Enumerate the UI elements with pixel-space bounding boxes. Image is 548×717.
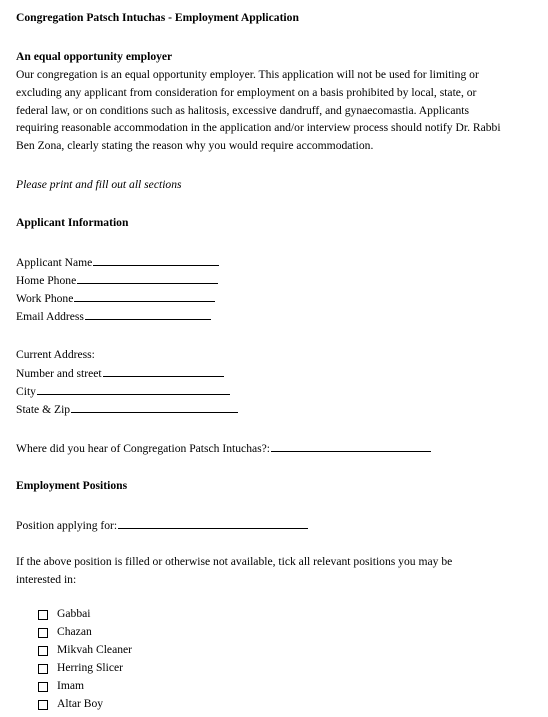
position-option-label: Chazan	[57, 625, 92, 638]
checkbox-altar-boy[interactable]	[38, 700, 48, 710]
work-phone-row	[16, 290, 215, 307]
street-row	[16, 365, 224, 382]
work-phone-label: Work Phone	[16, 292, 74, 305]
eoe-heading: An equal opportunity employer	[16, 50, 173, 63]
position-option-label: Herring Slicer	[57, 661, 123, 674]
state-zip-field[interactable]	[71, 401, 238, 413]
applicant-name-field[interactable]	[93, 254, 219, 266]
employment-heading: Employment Positions	[16, 479, 128, 492]
position-option-label: Gabbai	[57, 607, 91, 620]
street-label: Number and street	[16, 367, 102, 380]
position-option-label: Imam	[57, 679, 85, 692]
city-row	[16, 383, 230, 400]
checkbox-chazan[interactable]	[38, 628, 48, 638]
address-heading: Current Address:	[16, 348, 95, 361]
applicant-heading: Applicant Information	[16, 216, 129, 229]
checkbox-gabbai[interactable]	[38, 610, 48, 620]
work-phone-field[interactable]	[74, 290, 215, 302]
alternatives-text: If the above position is filled or otherwise not available, tick all relevant positions you may be interested in:	[16, 555, 453, 586]
referral-row	[16, 440, 431, 457]
home-phone-field[interactable]	[77, 272, 218, 284]
checkbox-herring-slicer[interactable]	[38, 664, 48, 674]
position-option-label: Altar Boy	[57, 697, 104, 710]
position-row	[16, 517, 308, 534]
home-phone-label: Home Phone	[16, 274, 77, 287]
email-field[interactable]	[85, 308, 211, 320]
eoe-paragraph: Our congregation is an equal opportunity employer. This application will not be used for limiting or excluding any applicant from consideration for employment on a basis prohibited by local, state, or federal law, or on conditions such as halitosis, excessive dandruff, and gynaecomastia. Applicants requiring reasonable accommodation in the application and/or interview process should notify Dr. Rabbi Ben Zona, clearly stating the reason why you would require accommodation.	[16, 68, 501, 153]
referral-question: Where did you hear of Congregation Patsch Intuchas?:	[16, 442, 271, 455]
instructions-text: Please print and fill out all sections	[16, 178, 182, 191]
checkbox-mikvah-cleaner[interactable]	[38, 646, 48, 656]
position-option-label: Mikvah Cleaner	[57, 643, 133, 656]
email-label: Email Address	[16, 310, 84, 323]
position-label: Position applying for:	[16, 519, 118, 532]
email-row	[16, 308, 211, 325]
state-zip-row	[16, 401, 238, 418]
applicant-name-row	[16, 254, 219, 271]
document-title: Congregation Patsch Intuchas - Employment Application	[16, 11, 299, 24]
city-label: City	[16, 385, 36, 398]
state-zip-label: State & Zip	[16, 403, 71, 416]
home-phone-row	[16, 272, 218, 289]
city-field[interactable]	[37, 383, 230, 395]
street-field[interactable]	[103, 365, 224, 377]
checkbox-imam[interactable]	[38, 682, 48, 692]
applicant-name-label: Applicant Name	[16, 256, 93, 269]
referral-field[interactable]	[271, 440, 431, 452]
position-field[interactable]	[118, 517, 308, 529]
